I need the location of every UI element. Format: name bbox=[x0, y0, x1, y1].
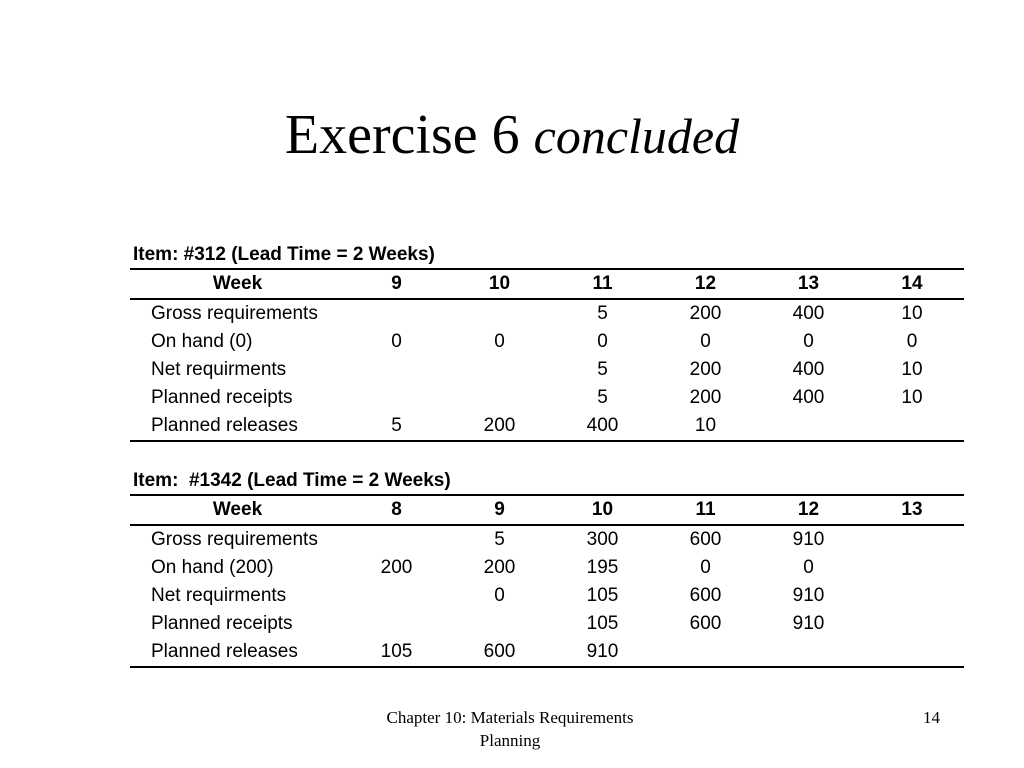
cell-value: 600 bbox=[689, 585, 722, 606]
footer-line-2: Planning bbox=[479, 731, 541, 750]
week-label: Week bbox=[212, 499, 263, 520]
cell-value: 5 bbox=[391, 415, 402, 436]
planned-releases-row bbox=[130, 412, 964, 441]
gross-requirements-row bbox=[130, 299, 964, 328]
cell-value bbox=[860, 582, 964, 610]
week-number: 14 bbox=[901, 273, 923, 294]
mrp-table bbox=[130, 494, 964, 668]
row-label: On hand (0) bbox=[151, 331, 253, 352]
planned-releases-row bbox=[130, 638, 964, 667]
cell-value: 0 bbox=[803, 331, 814, 352]
slide-title bbox=[0, 100, 1024, 171]
row-label: Planned receipts bbox=[151, 387, 293, 408]
footer-chapter-title bbox=[340, 706, 680, 752]
cell-value: 105 bbox=[586, 613, 619, 634]
cell-value bbox=[860, 610, 964, 638]
cell-value: 0 bbox=[906, 331, 918, 352]
row-label: On hand (200) bbox=[151, 557, 274, 578]
page-number: 14 bbox=[923, 708, 940, 727]
week-header-row bbox=[130, 269, 964, 299]
cell-value: 600 bbox=[483, 641, 516, 662]
cell-value: 400 bbox=[792, 359, 825, 380]
cell-value bbox=[448, 610, 551, 638]
cell-value: 5 bbox=[597, 303, 608, 324]
week-number: 9 bbox=[391, 273, 402, 294]
cell-value: 200 bbox=[483, 415, 516, 436]
mrp-table-item-1342 bbox=[130, 466, 964, 668]
cell-value: 5 bbox=[597, 387, 608, 408]
cell-value: 200 bbox=[380, 557, 413, 578]
mrp-table bbox=[130, 268, 964, 442]
week-number: 10 bbox=[591, 499, 614, 520]
planned-receipts-row bbox=[130, 384, 964, 412]
cell-value: 910 bbox=[792, 613, 825, 634]
week-number: 12 bbox=[694, 273, 717, 294]
cell-value: 400 bbox=[792, 387, 825, 408]
cell-value: 200 bbox=[689, 303, 722, 324]
cell-value: 400 bbox=[586, 415, 619, 436]
gross-requirements-row bbox=[130, 525, 964, 554]
cell-value bbox=[448, 299, 551, 328]
row-label: Net requirments bbox=[151, 585, 287, 606]
row-label: Gross requirements bbox=[151, 303, 318, 324]
cell-value bbox=[448, 384, 551, 412]
row-label: Gross requirements bbox=[151, 529, 318, 550]
cell-value: 0 bbox=[803, 557, 814, 578]
planned-receipts-row bbox=[130, 610, 964, 638]
cell-value: 910 bbox=[792, 585, 825, 606]
cell-value: 600 bbox=[689, 613, 722, 634]
cell-value: 0 bbox=[700, 331, 711, 352]
cell-value bbox=[345, 356, 448, 384]
week-number: 11 bbox=[695, 499, 716, 520]
cell-value bbox=[448, 356, 551, 384]
cell-value bbox=[860, 525, 964, 554]
week-number: 13 bbox=[901, 499, 923, 520]
item-heading: Item: #312 (Lead Time = 2 Weeks) bbox=[133, 244, 435, 265]
cell-value: 10 bbox=[901, 359, 923, 380]
row-label: Planned releases bbox=[151, 641, 298, 662]
week-number: 10 bbox=[488, 273, 511, 294]
on-hand-row bbox=[130, 554, 964, 582]
on-hand-row bbox=[130, 328, 964, 356]
cell-value: 5 bbox=[597, 359, 608, 380]
net-requirements-row bbox=[130, 582, 964, 610]
cell-value bbox=[860, 412, 964, 441]
week-number: 11 bbox=[592, 273, 613, 294]
cell-value: 910 bbox=[792, 529, 825, 550]
cell-value bbox=[860, 638, 964, 667]
cell-value bbox=[757, 638, 860, 667]
title-subtitle: concluded bbox=[533, 108, 740, 164]
week-label: Week bbox=[212, 273, 263, 294]
cell-value: 0 bbox=[494, 331, 505, 352]
cell-value bbox=[860, 554, 964, 582]
cell-value: 105 bbox=[380, 641, 413, 662]
footer-line-1: Chapter 10: Materials Requirements bbox=[386, 708, 634, 727]
cell-value: 200 bbox=[483, 557, 516, 578]
cell-value bbox=[345, 582, 448, 610]
cell-value: 400 bbox=[792, 303, 825, 324]
cell-value: 600 bbox=[689, 529, 722, 550]
cell-value bbox=[345, 610, 448, 638]
cell-value: 0 bbox=[597, 331, 608, 352]
cell-value bbox=[654, 638, 757, 667]
cell-value: 10 bbox=[901, 303, 923, 324]
week-number: 9 bbox=[494, 499, 505, 520]
cell-value: 0 bbox=[700, 557, 711, 578]
item-heading: Item: #1342 (Lead Time = 2 Weeks) bbox=[133, 470, 451, 491]
week-number: 13 bbox=[797, 273, 820, 294]
cell-value: 0 bbox=[494, 585, 505, 606]
cell-value: 10 bbox=[694, 415, 717, 436]
net-requirements-row bbox=[130, 356, 964, 384]
row-label: Planned receipts bbox=[151, 613, 293, 634]
cell-value: 200 bbox=[689, 359, 722, 380]
cell-value: 195 bbox=[586, 557, 619, 578]
cell-value: 910 bbox=[586, 641, 619, 662]
cell-value: 5 bbox=[494, 529, 505, 550]
mrp-table-item-312 bbox=[130, 240, 964, 442]
cell-value: 200 bbox=[689, 387, 722, 408]
row-label: Planned releases bbox=[151, 415, 298, 436]
cell-value bbox=[757, 412, 860, 441]
week-number: 12 bbox=[797, 499, 820, 520]
week-number: 8 bbox=[391, 499, 402, 520]
cell-value bbox=[345, 384, 448, 412]
cell-value bbox=[345, 299, 448, 328]
row-label: Net requirments bbox=[151, 359, 287, 380]
cell-value: 105 bbox=[586, 585, 619, 606]
week-header-row bbox=[130, 495, 964, 525]
cell-value: 300 bbox=[586, 529, 619, 550]
cell-value: 0 bbox=[391, 331, 402, 352]
cell-value: 10 bbox=[901, 387, 923, 408]
title-main: Exercise 6 bbox=[284, 104, 520, 166]
cell-value bbox=[345, 525, 448, 554]
